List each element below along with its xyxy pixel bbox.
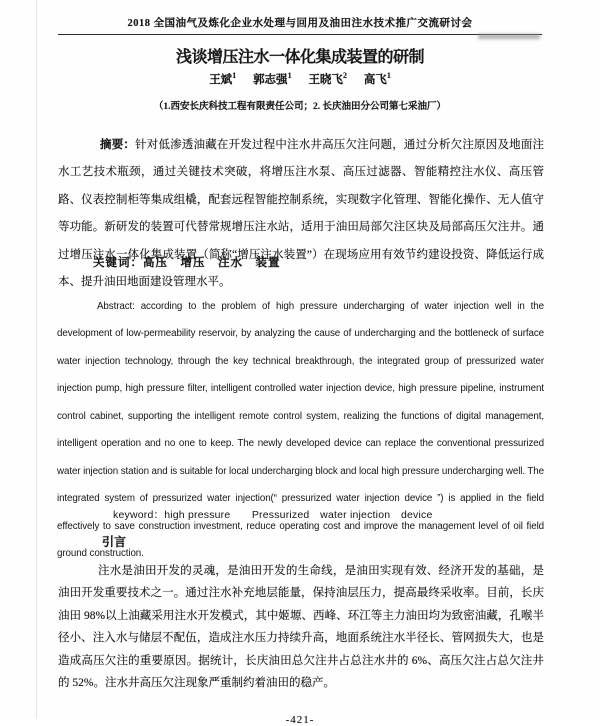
- introduction-paragraph: 注水是油田开发的灵魂，是油田开发的生命线，是油田实现有效、经济开发的基础，是油田开发重要技术之一。通过注水补充地层能量，保持油层压力，提高最终采收率。目前，长庆油田 98%以上油藏采用注水开发模式，其中姬塬、西峰、环江等主力油田均为致密油藏，孔喉半径小、注入水与储层不配伍，造成注水压力持续升高，地面系统注水半径长、管网损失大，也是造成高压欠注的重要原因。据统计，长庆油田总欠注井占总注水井的 6%、高压欠注占总欠注井的 52%。注水井高压欠注现象严重制约着油田的稳产。: [58, 564, 544, 689]
- abstract-paragraph-en: Abstract: according to the problem of high pressure undercharging of water injection well in the development of low-permeability reservoir, by analyzing the cause of undercharging and the bottleneck of surface water injection technology, through the key technical breakthrough, the integrated group of pressurized water injection pump, high pressure filter, intelligent controlled water injection device, high pressure pipeline, instrument control cabinet, supporting the intelligent remote control system, realizing the functions of digital management, intelligent operation and no one to keep. The newly developed device can replace the conventional pressurized water injection station and is suitable for local undercharging block and local high pressure undercharging well. The integrated system of pressurized water injection(“ pressurized water injection device ”) is applied in the field effectively to save construction investment, reduce operating cost and improve the management level of oil field ground construction.: [57, 300, 544, 560]
- author-name: 王晓飞: [308, 74, 343, 86]
- author-name: 高飞: [363, 74, 387, 86]
- author-superscript: 1: [287, 71, 292, 81]
- affiliation-line: （1.西安长庆科技工程有限责任公司；2. 长庆油田分公司第七采油厂）: [153, 102, 447, 112]
- author: [363, 71, 391, 86]
- abstract-text-cn: 针对低渗透油藏在开发过程中注水井高压欠注问题，通过分析欠注原因及地面注水工艺技术瓶颈，通过关键技术突破，将增压注水泵、高压过滤器、智能精控注水仪、高压管路、仪表控制柜等集成组橇，配套远程智能控制系统，实现数字化管理、智能化操作、无人值守等功能。新研发的装置可代替常规增压注水站，适用于油田局部欠注区块及局部高压欠注井。通过增压注水一体化集成装置（简称“增压注水装置”）在现场应用有效节约建设投资、降低运行成本、提升油田地面建设管理水平。: [58, 138, 545, 288]
- section-heading-introduction: 引言: [102, 535, 127, 549]
- authors-line: [0, 71, 600, 87]
- author-superscript: 1: [232, 71, 237, 81]
- author-superscript: 1: [386, 71, 391, 81]
- author: [253, 71, 292, 86]
- conference-header: 2018 全国油气及炼化企业水处理与回用及油田注水技术推广交流研讨会: [58, 15, 542, 35]
- abstract-paragraph-cn: [58, 132, 544, 297]
- author-superscript: 2: [342, 71, 347, 81]
- keywords-line-en: keyword：high pressure Pressurized water injection device: [113, 509, 433, 521]
- paper-title: 浅谈增压注水一体化集成装置的研制: [175, 49, 424, 66]
- keywords-line-cn: 关键词：高压 增压 注水 装置: [93, 257, 281, 269]
- scan-smudge: [478, 34, 540, 39]
- author-name: 郭志强: [253, 74, 288, 86]
- abstract-label-cn: 摘要：: [100, 138, 136, 151]
- page-header: [58, 15, 542, 35]
- page-number: -421-: [285, 714, 315, 726]
- author: [308, 71, 347, 86]
- author: [209, 71, 237, 86]
- author-name: 王斌: [209, 74, 233, 86]
